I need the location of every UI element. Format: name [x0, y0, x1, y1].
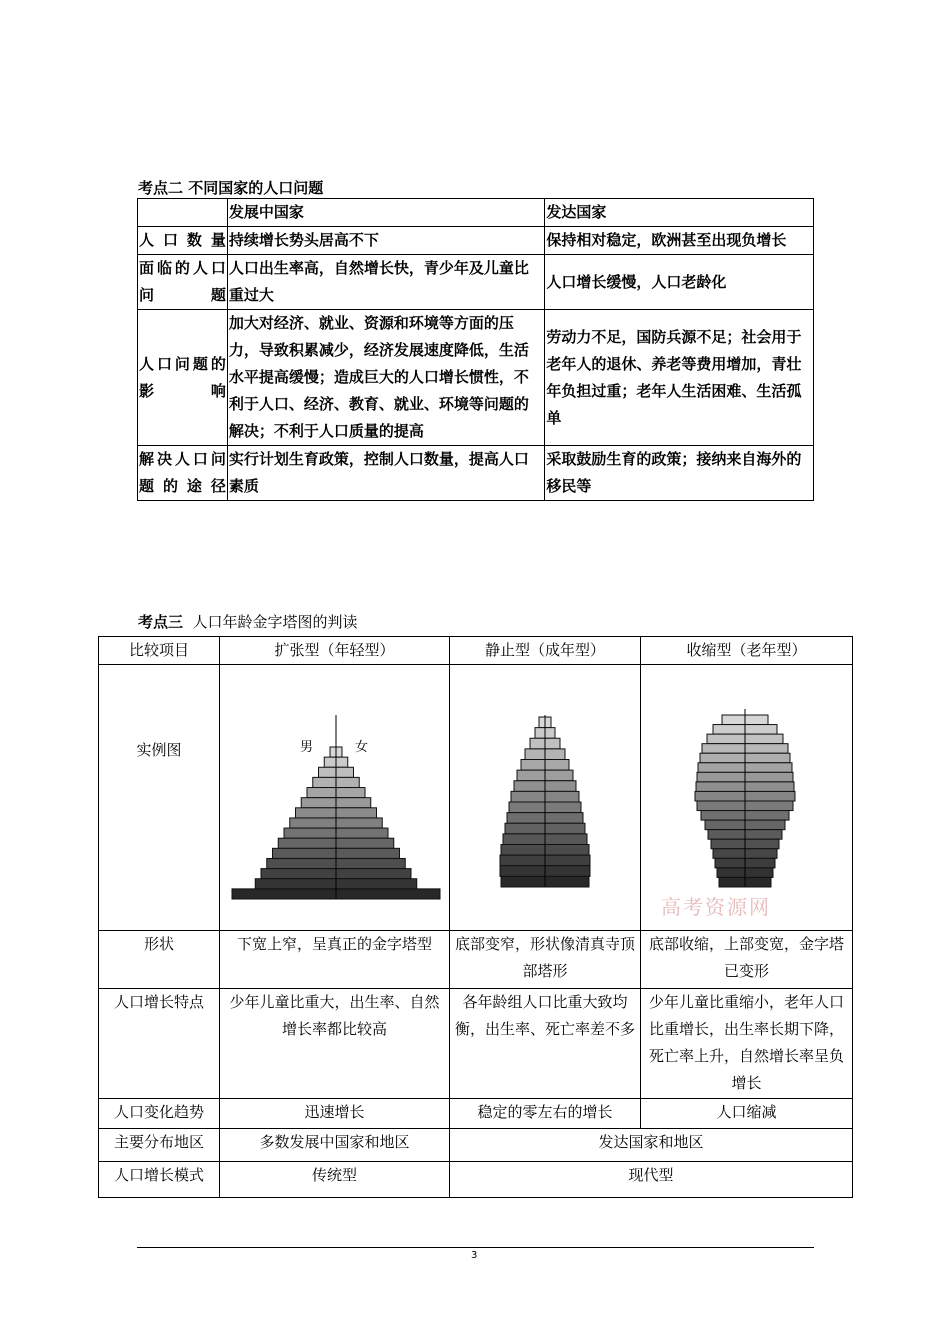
header-empty-cell [138, 199, 228, 227]
table-row [99, 1129, 853, 1162]
page-number: 3 [471, 1250, 478, 1261]
row-label: 面临的人口问题 [138, 255, 228, 310]
expansive-pyramid-cell [220, 665, 450, 931]
stationary-pyramid-figure [450, 665, 640, 921]
contractive-pyramid-cell [641, 665, 853, 931]
row-label: 人口变化趋势 [99, 1099, 220, 1129]
example-label: 实例图 [99, 665, 220, 931]
contractive-cell: 底部收缩，上部变宽，金字塔已变形 [641, 931, 853, 989]
female-label: 女 [355, 740, 369, 755]
section2-title: 考点二 不同国家的人口问题 [138, 179, 324, 197]
section3-title-rest: 人口年龄金字塔图的判读 [183, 613, 358, 631]
table-row [99, 989, 853, 1099]
expansive-pyramid-figure [220, 665, 449, 921]
table-row [138, 255, 814, 310]
table-row [138, 446, 814, 501]
stationary-cell: 稳定的零左右的增长 [450, 1099, 641, 1129]
stationary-cell: 底部变窄，形状像清真寺顶部塔形 [450, 931, 641, 989]
developing-cell: 加大对经济、就业、资源和环境等方面的压力，导致积累减少，经济发展速度降低，生活水平提高缓慢；造成巨大的人口增长惯性，不利于人口、经济、教育、就业、环境等问题的解决；不利于人口质量的提高 [227, 310, 545, 446]
table-row [99, 931, 853, 989]
row-label: 人口增长特点 [99, 989, 220, 1099]
table-row [138, 310, 814, 446]
developing-cell: 实行计划生育政策，控制人口数量，提高人口素质 [227, 446, 545, 501]
developed-cell: 保持相对稳定，欧洲甚至出现负增长 [545, 227, 814, 255]
expansive-cell: 少年儿童比重大，出生率、自然增长率都比较高 [220, 989, 450, 1099]
header-item: 比较项目 [99, 637, 220, 665]
developed-cell: 劳动力不足，国防兵源不足；社会用于老年人的退休、养老等费用增加，青壮年负担过重；老年人生活困难、生活孤单 [545, 310, 814, 446]
row-label: 主要分布地区 [99, 1129, 220, 1162]
header-contractive: 收缩型（老年型） [641, 637, 853, 665]
table-header-row [99, 637, 853, 665]
developed-cell: 采取鼓励生育的政策；接纳来自海外的移民等 [545, 446, 814, 501]
contractive-pyramid-figure [641, 665, 852, 921]
expansive-cell: 多数发展中国家和地区 [220, 1129, 450, 1162]
header-expansive: 扩张型（年轻型） [220, 637, 450, 665]
footer-rule [137, 1247, 814, 1248]
row-label: 解决人口问题的途径 [138, 446, 228, 501]
table-row [99, 1162, 853, 1198]
header-developed: 发达国家 [545, 199, 814, 227]
pyramid-comparison-table [98, 636, 853, 1198]
section3-title-bold: 考点三 [138, 613, 184, 631]
row-label: 人口数量 [138, 227, 228, 255]
expansive-cell: 迅速增长 [220, 1099, 450, 1129]
table-header-row [138, 199, 814, 227]
table-row [99, 1099, 853, 1129]
male-label: 男 [300, 740, 314, 755]
developed-merged-cell: 发达国家和地区 [450, 1129, 853, 1162]
example-row [99, 665, 853, 931]
developed-cell: 人口增长缓慢，人口老龄化 [545, 255, 814, 310]
country-population-table [137, 198, 814, 501]
developed-merged-cell: 现代型 [450, 1162, 853, 1198]
contractive-cell: 少年儿童比重缩小，老年人口比重增长，出生率长期下降，死亡率上升，自然增长率呈负增长 [641, 989, 853, 1099]
row-label: 形状 [99, 931, 220, 989]
expansive-cell: 下宽上窄，呈真正的金字塔型 [220, 931, 450, 989]
row-label: 人口问题的影响 [138, 310, 228, 446]
developing-cell: 持续增长势头居高不下 [227, 227, 545, 255]
section3-title [138, 611, 358, 632]
stationary-cell: 各年龄组人口比重大致均衡，出生率、死亡率差不多 [450, 989, 641, 1099]
developing-cell: 人口出生率高，自然增长快，青少年及儿童比重过大 [227, 255, 545, 310]
header-stationary: 静止型（成年型） [450, 637, 641, 665]
stationary-pyramid-cell [450, 665, 641, 931]
table-row [138, 227, 814, 255]
expansive-cell: 传统型 [220, 1162, 450, 1198]
contractive-cell: 人口缩减 [641, 1099, 853, 1129]
header-developing: 发展中国家 [227, 199, 545, 227]
watermark: 高考资源网 [661, 895, 771, 919]
row-label: 人口增长模式 [99, 1162, 220, 1198]
